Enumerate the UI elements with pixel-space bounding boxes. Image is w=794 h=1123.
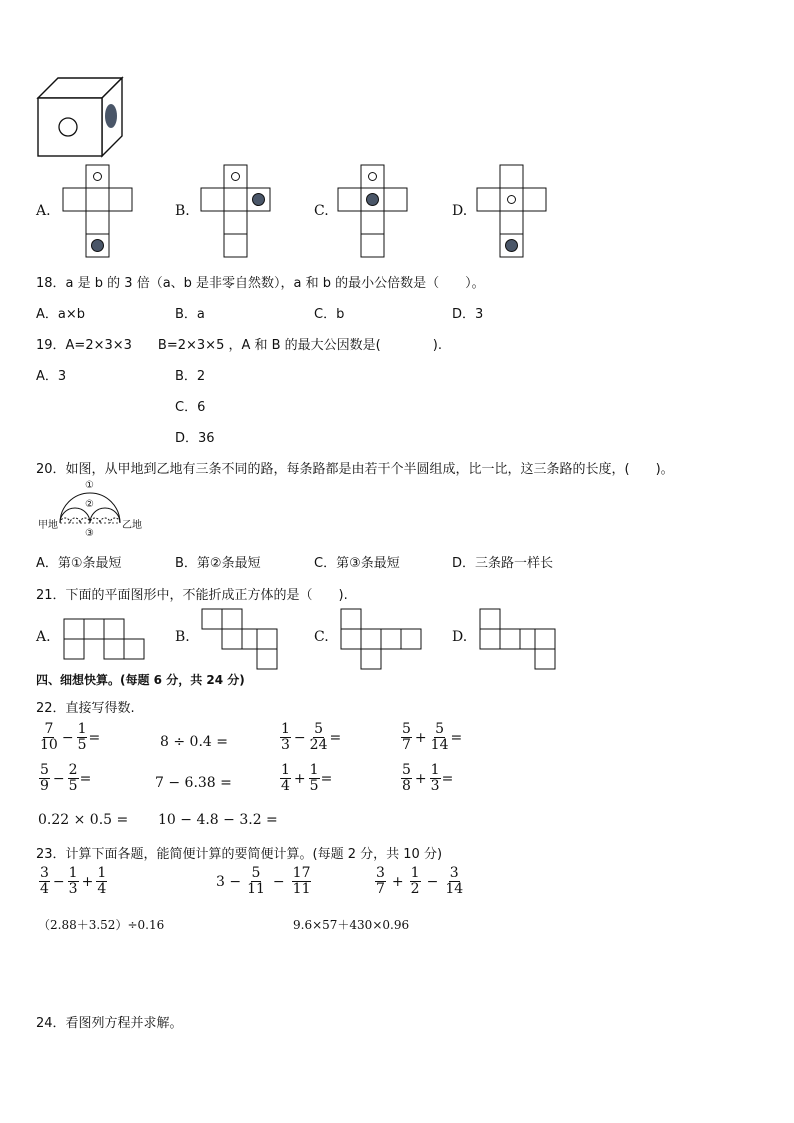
denominator: 3 [68,881,78,897]
q18-option-a[interactable]: A．a×b [36,307,86,322]
q21-option-c-label[interactable]: C. [314,629,329,645]
denominator: 11 [247,881,265,897]
q20-path-figure [38,480,148,544]
q17-option-d-net[interactable] [476,164,548,258]
numerator: 5 [402,762,411,778]
q22-expr-8[interactable] [400,763,453,794]
q21-option-b-net[interactable] [201,608,283,670]
fraction [39,722,59,753]
denominator: 4 [281,778,290,794]
fraction [401,763,412,794]
q21-option-c-net[interactable] [340,608,422,670]
q21-option-d-net[interactable] [479,608,561,670]
numerator: 7 [44,721,54,737]
numerator: 1 [430,762,440,778]
q22-expr-9[interactable]: 0.22 × 0.5 = [38,812,129,828]
q18-option-c[interactable]: C．b [314,307,345,322]
cube-figure [36,76,126,160]
numerator: 17 [292,865,311,881]
q23-expr-2[interactable] [216,866,312,897]
q22-expr-3[interactable] [279,722,341,753]
q17-option-d-label[interactable]: D. [452,203,468,219]
q20-option-c[interactable]: C．第③条最短 [314,556,400,571]
fraction [430,722,450,753]
fraction [77,722,88,753]
q20-path-2-label: ② [85,499,94,510]
q22-expr-6[interactable]: 7 − 6.38 = [155,775,232,791]
operator: + [414,729,427,746]
q21-option-b-label[interactable]: B. [175,629,190,645]
q17-option-b-label[interactable]: B. [175,203,190,219]
denominator: 8 [402,778,411,794]
operator: + [81,873,94,890]
equals-sign: = [79,770,92,787]
q21-option-d-label[interactable]: D. [452,629,468,645]
fraction [375,866,386,897]
q24-title: 24．看图列方程并求解。 [36,1016,183,1031]
q17-option-c-net[interactable] [337,164,409,258]
equals-sign: = [450,729,463,746]
q23-expr-1[interactable] [38,866,108,897]
q20-start-label: 甲地 [38,520,58,531]
denominator: 7 [376,881,385,897]
numerator: 1 [97,865,107,881]
q20-path-1-label: ① [85,480,94,491]
q20-option-b[interactable]: B．第②条最短 [175,556,261,571]
q20-option-d[interactable]: D．三条路一样长 [452,556,554,571]
numerator: 5 [402,721,411,737]
numerator: 1 [281,721,290,737]
denominator: 14 [445,881,464,897]
equals-sign: = [329,729,342,746]
numerator: 2 [68,762,78,778]
denominator: 10 [40,737,58,753]
numerator: 5 [251,865,261,881]
q22-expr-10[interactable]: 10 − 4.8 − 3.2 = [158,812,278,828]
fraction [309,763,320,794]
operator: − [272,873,285,890]
fraction [292,866,312,897]
q22-title: 22．直接写得数. [36,701,135,716]
q21-question: 21．下面的平面图形中，不能折成正方体的是（ ). [36,588,348,603]
q18-option-b[interactable]: B．a [175,307,205,322]
operator: − [52,770,65,787]
fraction [246,866,266,897]
fraction [280,763,291,794]
numerator: 3 [40,865,49,881]
q21-option-a-net[interactable] [63,618,145,660]
denominator: 5 [68,778,78,794]
q23-expr-5[interactable]: 9.6×57＋430×0.96 [293,918,410,932]
q22-expr-7[interactable] [279,763,332,794]
numerator: 1 [68,865,78,881]
q22-expr-4[interactable] [400,722,462,753]
denominator: 24 [309,737,328,753]
denominator: 9 [40,778,49,794]
numerator: 1 [281,762,290,778]
q17-option-c-label[interactable]: C. [314,203,329,219]
q22-expr-2[interactable]: 8 ÷ 0.4 = [160,734,228,750]
fraction [68,866,79,897]
expression-lead: 3 − [216,873,242,890]
fraction [401,722,412,753]
q18-question: 18．a 是 b 的 3 倍（a、b 是非零自然数），a 和 b 的最小公倍数是（ ）。 [36,276,485,291]
fraction [68,763,79,794]
q23-expr-4[interactable]: （2.88＋3.52）÷0.16 [38,918,165,932]
numerator: 3 [449,865,459,881]
operator: − [426,873,439,890]
numerator: 5 [435,721,445,737]
q20-option-a[interactable]: A．第①条最短 [36,556,122,571]
q17-option-b-net[interactable] [200,164,272,258]
fraction [410,866,421,897]
q19-option-d[interactable]: D．36 [175,431,215,446]
q18-option-d[interactable]: D．3 [452,307,484,322]
q17-option-a-net[interactable] [62,164,134,258]
q19-option-c[interactable]: C．6 [175,400,206,415]
denominator: 5 [77,737,87,753]
operator: + [293,770,306,787]
q22-expr-1[interactable] [38,722,100,753]
q19-option-b[interactable]: B．2 [175,369,206,384]
q23-title: 23．计算下面各题，能简便计算的要简便计算。(每题 2 分，共 10 分) [36,847,443,862]
operator: + [414,770,427,787]
denominator: 4 [40,881,49,897]
fraction [39,866,50,897]
section-4-title: 四、细想快算。(每题 6 分，共 24 分) [36,673,245,687]
denominator: 7 [402,737,411,753]
q17-option-a-label[interactable]: A. [36,203,51,219]
q20-question: 20．如图，从甲地到乙地有三条不同的路，每条路都是由若干个半圆组成，比一比，这三条路的长度，( )。 [36,462,674,477]
fraction [430,763,441,794]
denominator: 3 [281,737,290,753]
fraction [309,722,329,753]
fraction [96,866,107,897]
denominator: 4 [97,881,107,897]
operator: − [61,729,74,746]
q19-option-a[interactable]: A．3 [36,369,67,384]
operator: − [293,729,306,746]
numerator: 3 [376,865,385,881]
q21-option-a-label[interactable]: A. [36,629,51,645]
denominator: 14 [430,737,449,753]
numerator: 5 [40,762,49,778]
fraction [39,763,50,794]
q23-expr-3[interactable] [374,866,465,897]
denominator: 5 [309,778,319,794]
equals-sign: = [441,770,454,787]
equals-sign: = [88,729,101,746]
operator: − [52,873,65,890]
numerator: 5 [314,721,324,737]
fraction [280,722,291,753]
denominator: 11 [292,881,311,897]
numerator: 1 [410,865,420,881]
q20-path-3-label: ③ [85,528,94,539]
q22-expr-5[interactable] [38,763,91,794]
operator: + [391,873,404,890]
denominator: 3 [430,778,440,794]
numerator: 1 [309,762,319,778]
q20-end-label: 乙地 [122,520,142,531]
q19-question: 19．A=2×3×3 B=2×3×5 ，A 和 B 的最大公因数是( ). [36,338,442,353]
numerator: 1 [77,721,87,737]
equals-sign: = [320,770,333,787]
fraction [444,866,464,897]
denominator: 2 [410,881,420,897]
